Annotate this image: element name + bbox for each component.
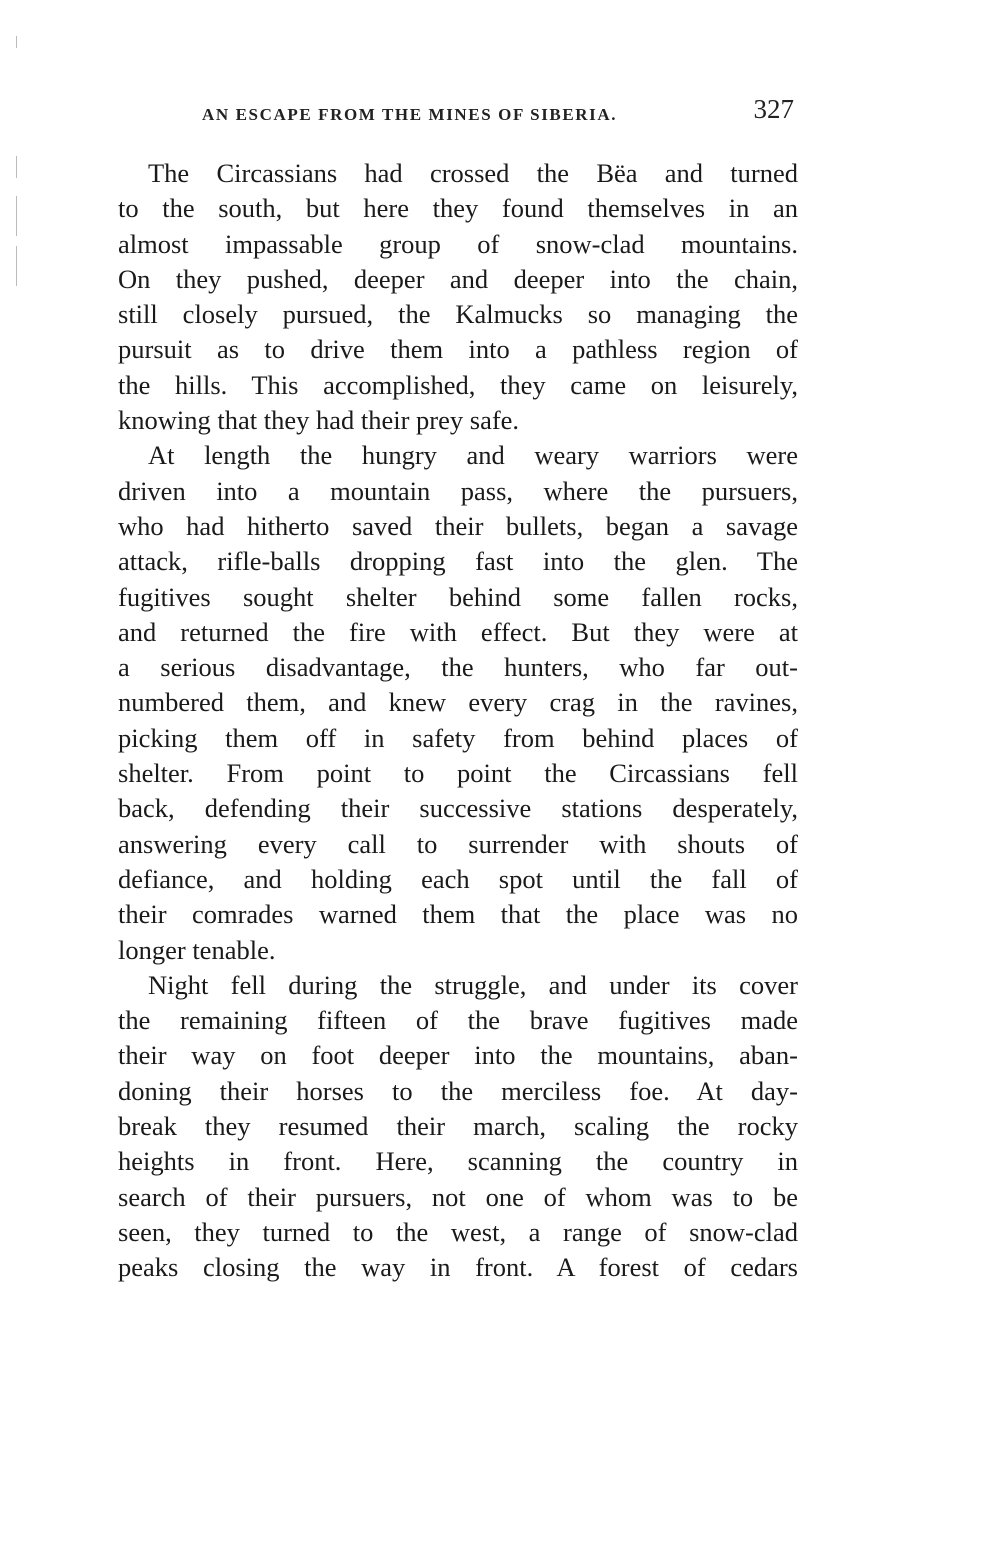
- text-line: their way on foot deeper into the mountains, aban-: [118, 1040, 798, 1071]
- text-line: their comrades warned them that the place was no: [118, 899, 798, 930]
- text-line: peaks closing the way in front. A forest of cedars: [118, 1252, 798, 1283]
- text-line: still closely pursued, the Kalmucks so managing the: [118, 299, 798, 330]
- text-line: Night fell during the struggle, and under its cover: [148, 969, 798, 1000]
- text-line: search of their pursuers, not one of whom was to be: [118, 1181, 798, 1212]
- text-line: and returned the fire with effect. But they were at: [118, 616, 798, 647]
- text-line: longer tenable.: [118, 934, 276, 965]
- page-number: 327: [753, 94, 794, 124]
- text-line: seen, they turned to the west, a range of snow-clad: [118, 1216, 798, 1247]
- text-line: heights in front. Here, scanning the country in: [118, 1146, 798, 1177]
- running-title: AN ESCAPE FROM THE MINES OF SIBERIA.: [202, 105, 618, 124]
- text-line: shelter. From point to point the Circassians fell: [118, 758, 798, 789]
- text-line: fugitives sought shelter behind some fallen rocks,: [118, 581, 798, 612]
- text-line: attack, rifle-balls dropping fast into the glen. The: [118, 546, 798, 577]
- text-line: At length the hungry and weary warriors were: [148, 440, 798, 471]
- text-line: the remaining fifteen of the brave fugitives made: [118, 1005, 798, 1036]
- text-line: back, defending their successive stations desperately,: [118, 793, 798, 824]
- text-line: numbered them, and knew every crag in the ravines,: [118, 687, 798, 718]
- text-line: knowing that they had their prey safe.: [118, 405, 520, 436]
- running-head: [118, 92, 798, 136]
- text-line: The Circassians had crossed the Bëa and turned: [148, 158, 798, 188]
- text-line: picking them off in safety from behind places of: [118, 722, 798, 753]
- text-line: who had hitherto saved their bullets, began a savage: [118, 510, 798, 541]
- text-line: the hills. This accomplished, they came on leisurely,: [118, 369, 798, 400]
- text-line: almost impassable group of snow-clad mountains.: [118, 228, 798, 259]
- text-line: break they resumed their march, scaling the rocky: [118, 1111, 798, 1142]
- text-line: pursuit as to drive them into a pathless region of: [118, 334, 798, 365]
- text-line: answering every call to surrender with shouts of: [118, 828, 798, 859]
- text-line: a serious disadvantage, the hunters, who far out-: [118, 652, 798, 683]
- text-line: doning their horses to the merciless foe. At day-: [118, 1075, 798, 1106]
- text-line: to the south, but here they found themselves in an: [118, 193, 798, 224]
- margin-marks: [14, 36, 20, 276]
- text-line: driven into a mountain pass, where the pursuers,: [118, 475, 798, 506]
- text-line: On they pushed, deeper and deeper into the chain,: [118, 263, 798, 294]
- body-text: [118, 156, 798, 1286]
- text-line: defiance, and holding each spot until the fall of: [118, 863, 798, 894]
